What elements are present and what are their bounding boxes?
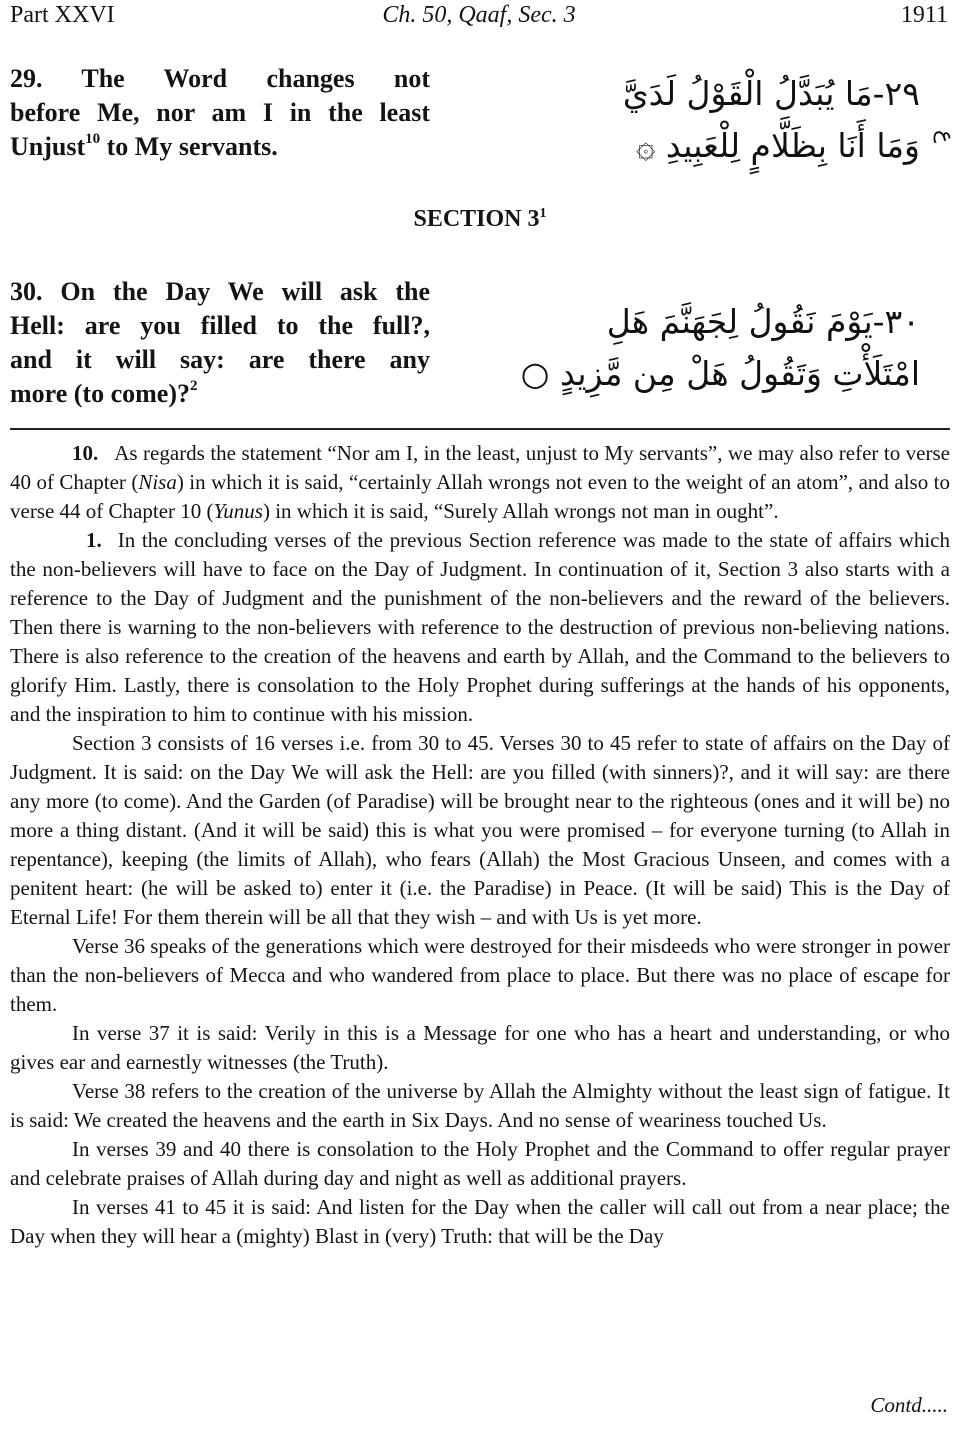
chapter-label: Ch. 50, Qaaf, Sec. 3 [382,2,576,28]
verse-29-translation [10,62,430,164]
footnote-divider [10,428,950,430]
page-number: 1911 [900,2,948,28]
note-10-number: 10. [72,441,99,465]
verse-30-line-4: more (to come)?$^2$ [10,378,198,408]
verse-30-arabic-line-1: ٣٠-يَوْمَ نَقُولُ لِجَهَنَّمَ هَلِ [606,302,920,341]
section-heading: SECTION $3^1$ [413,206,547,232]
verse-30-arabic-line-2: امْتَلَأْتِ وَتَقُولُ هَلْ مِن مَّزِيدٍ ○ [520,354,920,393]
verse-29-line-2: before Me, nor am I in the least [10,98,430,127]
verse-30-translation [10,275,430,411]
footnotes [10,439,950,1251]
verse-30-line-2: Hell: are you filled to the full?, [10,311,430,340]
verse-30-line-3: and it will say: are there any [10,345,430,374]
part-label: Part XXVI [10,2,115,28]
note-1-number: 1. [86,528,102,552]
verse-29-line-1: 29. The Word changes not [10,64,430,93]
verse-30-arabic [490,296,920,400]
verse-29-arabic-line-2: وَمَا أَنَا بِظَلَّامٍ لِلْعَبِيدِ ۞ [636,126,920,165]
note-paragraph-5: Verse 38 refers to the creation of the universe by Allah the Almighty without the least sign of fatigue. It is said: We created the heavens and the earth in Six Days. And no sense of weariness touched Us. [10,1079,950,1132]
verse-30-number: 30. [10,277,43,306]
verse-29-number: 29. [10,64,43,93]
note-paragraph-2: Section 3 consists of 16 verses i.e. from 30 to 45. Verses 30 to 45 refer to state of affairs on the Day of Judgment. It is said: on the Day We will ask the Hell: are you filled (with sinners)?, and it will say: are there any more (to come). And the Garden (of Paradise) will be brought near to the righteous (ones and it will be) no more a thing distant. (And it will be said) this is what you were promised – for everyone turning (to Allah in repentance), keeping (the limits of Allah), who fears (Allah) the Most Gracious Unseen, and comes with a penitent heart: (he will be asked to) enter it (i.e. the Paradise) in Peace. (It will be said) This is the Day of Eternal Life! For them therein will be all that they wish – and with Us is yet more. [10,731,950,929]
note-paragraph-7: In verses 41 to 45 it is said: And listen for the Day when the caller will call out from a near place; the Day when they will hear a (mighty) Blast in (very) Truth: that will be the Day [10,1195,950,1248]
note-10: 10. As regards the statement “Nor am I, in the least, unjust to My servants”, we may also refer to verse 40 of Chapter (Nisa) in which it is said, “certainly Allah wrongs not even to the weight of an atom”, and also to verse 44 of Chapter 10 (Yunus) in which it is said, “Surely Allah wrongs not man in ought”. [10,441,950,523]
note-1: 1. In the concluding verses of the previous Section reference was made to the state of affairs which the non-believers will have to face on the Day of Judgment. In continuation of it, Section 3 also starts with a reference to the Day of Judgment and the punishment of the non-believers and the reward of the believers. Then there is warning to the non-believers with reference to the destruction of previous non-believing nations. There is also reference to the creation of the heavens and earth by Allah, and the Command to the believers to glorify Him. Lastly, there is consolation to the Holy Prophet during sufferings at the hands of his opponents, and the inspiration to him to continue with his mission. [10,528,950,726]
note-paragraph-4: In verse 37 it is said: Verily in this is a Message for one who has a heart and understanding, or who gives ear and earnestly witnesses (the Truth). [10,1021,950,1074]
note-paragraph-3: Verse 36 speaks of the generations which were destroyed for their misdeeds who were stronger in power than the non-believers of Mecca and who wandered from place to place. But there was no place of escape for them. [10,934,950,1016]
yunus-term: Yunus [213,499,263,523]
continued-label: Contd..... [870,1393,948,1417]
verse-29-arabic [490,68,920,172]
footnote-ref-2: 2 [189,378,198,395]
footnote-ref-10: 10 [85,131,101,148]
verse-29-line-3: Unjust$^{10}$ to My servants. [10,131,278,161]
verse-30-line-1: 30. On the Day We will ask the [10,277,431,306]
running-header [10,2,948,34]
footnote-ref-1: 1 [539,206,547,221]
nisa-term: Nisa [138,470,177,494]
ruku-marker: ع [933,130,958,144]
verse-29-arabic-line-1: ٢٩-مَا يُبَدَّلُ الْقَوْلُ لَدَيَّ [622,74,920,113]
note-paragraph-6: In verses 39 and 40 there is consolation to the Holy Prophet and the Command to offer regular prayer and celebrate praises of Allah during day and night as well as additional prayers. [10,1137,950,1190]
